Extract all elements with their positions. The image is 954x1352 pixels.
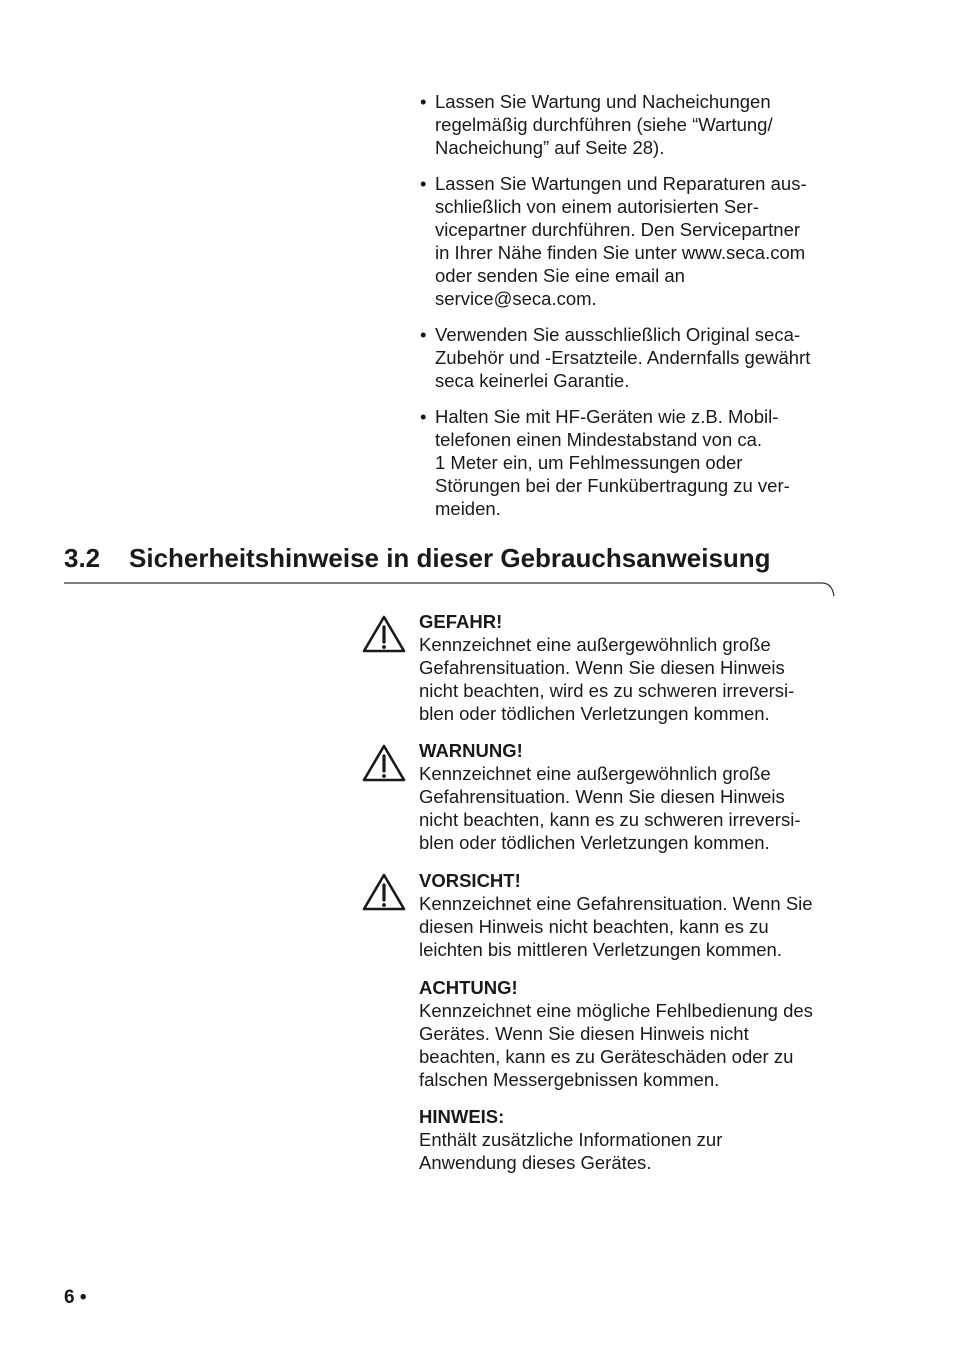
notice-attention (419, 976, 839, 1091)
notice-label: GEFAHR! (419, 611, 503, 632)
notice-note (419, 1105, 839, 1174)
section-title: Sicherheitshinweise in dieser Gebrauchsanweisung (129, 543, 771, 573)
bullet-glyph: • (420, 324, 427, 345)
notice-body: Kennzeichnet eine Gefahrensituation. Wenn Sie diesen Hinweis nicht beachten, kann es zu leichten bis mittleren Verletzungen kommen. (419, 893, 813, 960)
notice-caution (419, 869, 839, 961)
notice-label: HINWEIS: (419, 1106, 505, 1127)
section-divider (64, 582, 836, 598)
list-item (420, 323, 840, 392)
notice-label: ACHTUNG! (419, 977, 518, 998)
list-item-text: Lassen Sie Wartung und Nacheichungen regelmäßig durchführen (siehe “Wartung/ Nacheichung” auf Seite 28). (435, 91, 773, 158)
section-heading (64, 541, 771, 575)
bullet-glyph: • (420, 406, 427, 427)
bullet-glyph: • (420, 173, 427, 194)
notice-label: WARNUNG! (419, 740, 523, 761)
list-item (420, 90, 840, 159)
notice-body: Kennzeichnet eine außergewöhnlich große Gefahrensituation. Wenn Sie diesen Hinweis nicht beachten, kann es zu schweren irreversi- blen oder tödlichen Verletzungen kommen. (419, 763, 801, 853)
notice-body: Kennzeichnet eine mögliche Fehlbedienung des Gerätes. Wenn Sie diesen Hinweis nicht beachten, kann es zu Geräteschäden oder zu falschen Messergebnissen kommen. (419, 1000, 813, 1090)
notice-danger (419, 610, 839, 725)
notice-warning (419, 739, 839, 854)
section-number: 3.2 (64, 543, 101, 573)
safety-bullet-list (420, 90, 840, 533)
list-item-text: Verwenden Sie ausschließlich Original seca- Zubehör und -Ersatzteile. Andernfalls gewährt seca keinerlei Garantie. (435, 324, 811, 391)
list-item-text: Lassen Sie Wartungen und Reparaturen aus- schließlich von einem autorisierten Ser- vicepartner durchführen. Den Servicepartner in Ihrer Nähe finden Sie unter www.seca.com oder senden Sie eine email an service@seca.com. (435, 173, 807, 309)
warning-triangle-icon (362, 743, 406, 783)
list-item (420, 405, 840, 520)
list-item (420, 172, 840, 310)
page-number: 6 • (64, 1287, 87, 1308)
notice-body: Enthält zusätzliche Informationen zur Anwendung dieses Gerätes. (419, 1129, 723, 1173)
bullet-glyph: • (420, 91, 427, 112)
warning-triangle-icon (362, 872, 406, 912)
notice-label: VORSICHT! (419, 870, 521, 891)
warning-triangle-icon (362, 614, 406, 654)
notice-body: Kennzeichnet eine außergewöhnlich große Gefahrensituation. Wenn Sie diesen Hinweis nicht beachten, wird es zu schweren irreversi- blen oder tödlichen Verletzungen kommen. (419, 634, 795, 724)
list-item-text: Halten Sie mit HF-Geräten wie z.B. Mobil- telefonen einen Mindestabstand von ca. 1 Meter ein, um Fehlmessungen oder Störungen bei der Funkübertragung zu ver- meiden. (435, 406, 790, 519)
